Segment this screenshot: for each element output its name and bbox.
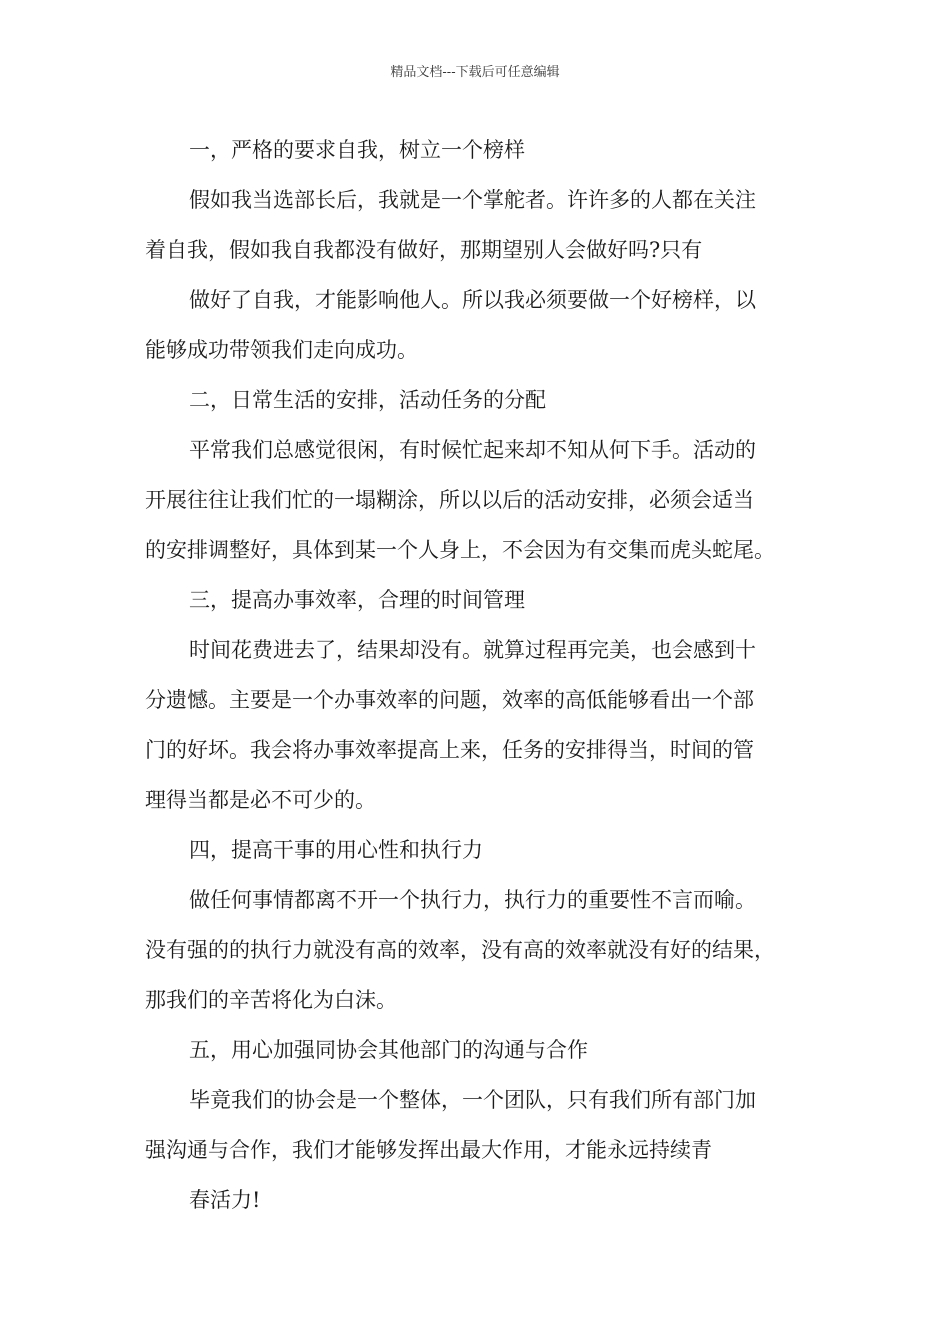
paragraph-line: 着自我，假如我自我都没有做好，那期望别人会做好吗?只有 bbox=[145, 238, 703, 262]
paragraph-line: 开展往往让我们忙的一塌糊涂，所以以后的活动安排，必须会适当 bbox=[145, 488, 754, 512]
section-heading-4: 四，提高干事的用心性和执行力 bbox=[189, 838, 483, 862]
paragraph-line: 强沟通与合作，我们才能够发挥出最大作用，才能永远持续青 bbox=[145, 1138, 712, 1162]
paragraph-line: 门的好坏。我会将办事效率提高上来，任务的安排得当，时间的管 bbox=[145, 738, 754, 762]
paragraph-line: 的安排调整好，具体到某一个人身上，不会因为有交集而虎头蛇尾。 bbox=[145, 538, 775, 562]
paragraph-line: 毕竟我们的协会是一个整体，一个团队，只有我们所有部门加 bbox=[189, 1088, 756, 1112]
section-heading-5: 五，用心加强同协会其他部门的沟通与合作 bbox=[189, 1038, 588, 1062]
page-header: 精品文档---下载后可任意编辑 bbox=[390, 65, 560, 80]
section-heading-3: 三，提高办事效率，合理的时间管理 bbox=[189, 588, 525, 612]
paragraph-line: 理得当都是必不可少的。 bbox=[145, 788, 376, 812]
paragraph-line: 做任何事情都离不开一个执行力，执行力的重要性不言而喻。 bbox=[189, 888, 756, 912]
paragraph-line: 假如我当选部长后，我就是一个掌舵者。许许多的人都在关注 bbox=[189, 188, 756, 212]
section-heading-2: 二，日常生活的安排，活动任务的分配 bbox=[189, 388, 546, 412]
section-heading-1: 一，严格的要求自我，树立一个榜样 bbox=[189, 138, 525, 162]
paragraph-line: 时间花费进去了，结果却没有。就算过程再完美，也会感到十 bbox=[189, 638, 756, 662]
paragraph-line: 平常我们总感觉很闲，有时候忙起来却不知从何下手。活动的 bbox=[189, 438, 756, 462]
paragraph-line: 做好了自我，才能影响他人。所以我必须要做一个好榜样，以 bbox=[189, 288, 756, 312]
paragraph-line: 分遗憾。主要是一个办事效率的问题，效率的高低能够看出一个部 bbox=[145, 688, 754, 712]
paragraph-line: 没有强的的执行力就没有高的效率，没有高的效率就没有好的结果， bbox=[145, 938, 775, 962]
paragraph-line: 那我们的辛苦将化为白沫。 bbox=[145, 988, 397, 1012]
paragraph-line: 春活力! bbox=[189, 1188, 261, 1212]
paragraph-line: 能够成功带领我们走向成功。 bbox=[145, 338, 418, 362]
